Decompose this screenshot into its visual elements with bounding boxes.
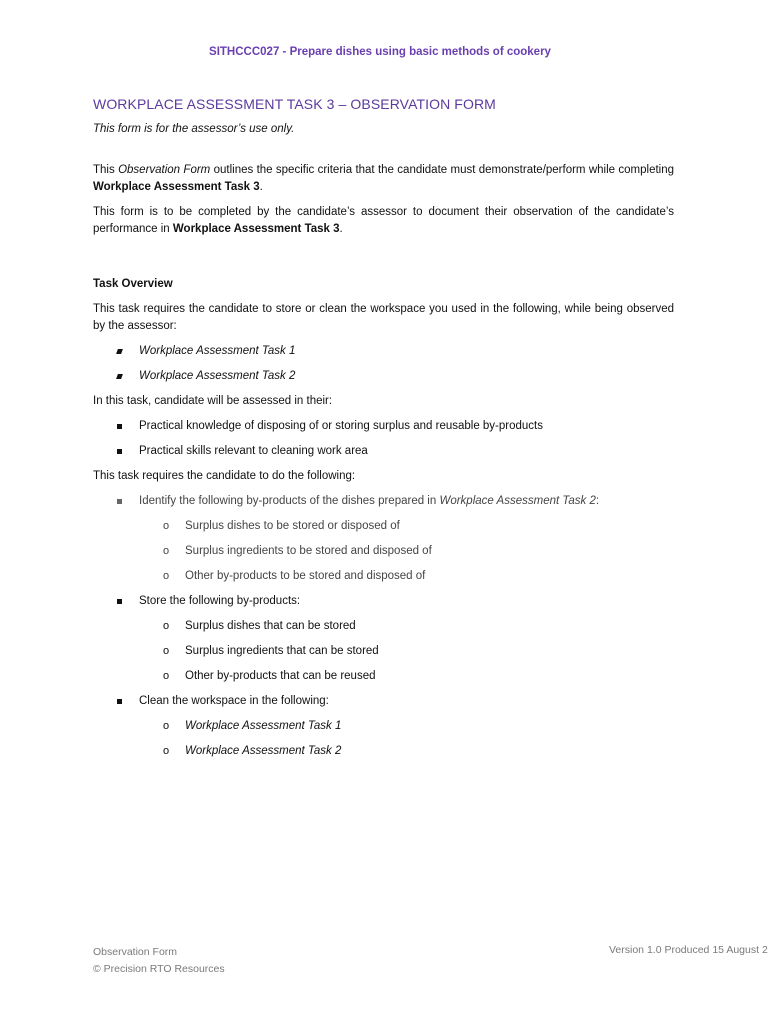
list-item: Store the following by-products: [93, 593, 674, 610]
footer-form-name: Observation Form [93, 946, 178, 958]
list-item: Practical skills relevant to cleaning work area [93, 443, 674, 460]
bullet-icon [116, 374, 123, 379]
sub-list-item: o Surplus ingredients that can be stored [93, 643, 674, 660]
requirements-list [93, 493, 674, 760]
sub-list-item: o Other by-products that can be reused [93, 668, 674, 685]
circle-bullet-icon: o [163, 545, 170, 557]
list-item: Identify the following by-products of the dishes prepared in Workplace Assessment Task 2: [93, 493, 674, 510]
assessed-items-list [93, 418, 674, 460]
list-item: Clean the workspace in the following: [93, 693, 674, 710]
circle-bullet-icon: o [163, 720, 170, 732]
sub-list-item: o Other by-products to be stored and disposed of [93, 568, 674, 585]
sub-list-item: o Surplus dishes to be stored or disposed of [93, 518, 674, 535]
footer-left [93, 944, 225, 978]
circle-bullet-icon: o [163, 745, 170, 757]
circle-bullet-icon: o [163, 520, 170, 532]
page-header-title: SITHCCC027 - Prepare dishes using basic methods of cookery [209, 46, 551, 58]
sub-list-item: o Workplace Assessment Task 1 [93, 718, 674, 735]
intro-paragraph-1: This Observation Form outlines the specific criteria that the candidate must demonstrate/perform while completing Workplace Assessment Task 3. [93, 164, 675, 193]
assessed-intro: In this task, candidate will be assessed in their: [93, 395, 333, 407]
intro-paragraph-2: This form is to be completed by the candidate’s assessor to document their observation of the candidate’s performance in Workplace Assessment Task 3. [93, 206, 674, 235]
bullet-icon [117, 449, 122, 454]
document-body [93, 96, 674, 768]
overview-text: This task requires the candidate to store or clean the workspace you used in the following, while being observed by the assessor: [93, 303, 674, 332]
sub-list-item: o Surplus ingredients to be stored and disposed of [93, 543, 674, 560]
bullet-icon [116, 349, 123, 354]
list-item: Practical knowledge of disposing of or storing surplus and reusable by-products [93, 418, 674, 435]
sub-list-item: o Surplus dishes that can be stored [93, 618, 674, 635]
circle-bullet-icon: o [163, 570, 170, 582]
bullet-icon [117, 499, 122, 504]
bullet-icon [117, 424, 122, 429]
footer-copyright: © Precision RTO Resources [93, 963, 225, 975]
requirements-intro: This task requires the candidate to do the following: [93, 470, 356, 482]
list-item: Workplace Assessment Task 1 [93, 343, 674, 360]
bullet-icon [117, 699, 122, 704]
circle-bullet-icon: o [163, 670, 170, 682]
observed-tasks-list [93, 343, 674, 385]
circle-bullet-icon: o [163, 620, 170, 632]
assessor-note: This form is for the assessor’s use only. [93, 123, 295, 135]
footer-version: Version 1.0 Produced 15 August 2 [609, 944, 768, 956]
bullet-icon [117, 599, 122, 604]
task-overview-heading: Task Overview [93, 278, 173, 290]
section-heading: WORKPLACE ASSESSMENT TASK 3 – OBSERVATION FORM [93, 96, 496, 112]
list-item: Workplace Assessment Task 2 [93, 368, 674, 385]
circle-bullet-icon: o [163, 645, 170, 657]
sub-list-item: o Workplace Assessment Task 2 [93, 743, 674, 760]
